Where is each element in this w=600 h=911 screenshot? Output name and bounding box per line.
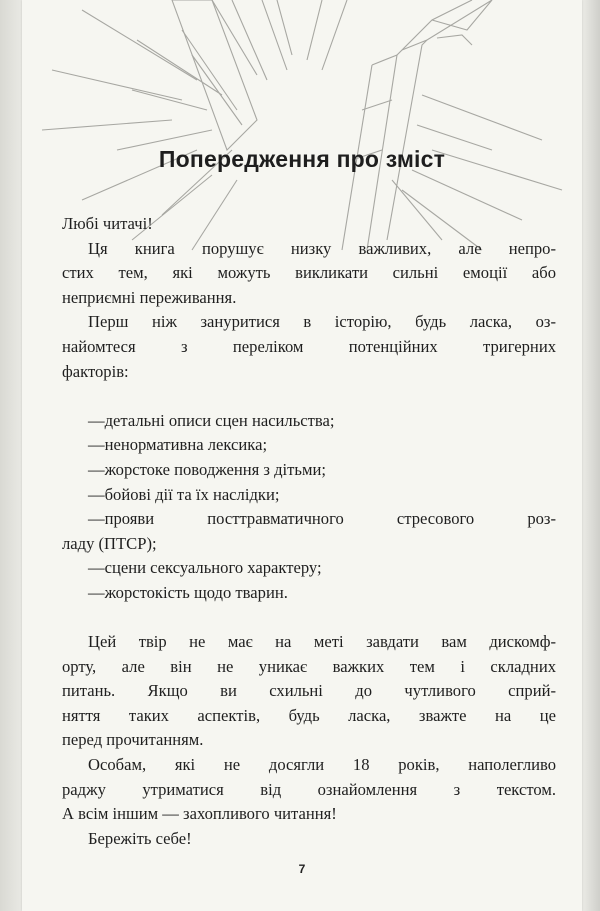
paragraph-line: перед прочитанням. <box>62 730 204 750</box>
list-item: —прояви посттравматичного стресового роз- <box>88 509 556 529</box>
content-body <box>62 212 556 851</box>
book-page <box>22 0 582 911</box>
page-edge <box>582 0 600 911</box>
paragraph-line: питань. Якщо ви схильні до чутливого сприй- <box>62 681 556 701</box>
paragraph-line: раджу утриматися від ознайомлення з текстом. <box>62 779 556 799</box>
paragraph-line: неприємні переживання. <box>62 287 237 307</box>
list-item: —ненормативна лексика; <box>88 435 268 455</box>
list-item: —жорстоке поводження з дітьми; <box>88 459 326 479</box>
page-number: 7 <box>298 862 306 876</box>
list-item: —жорстокість щодо тварин. <box>88 582 288 602</box>
trigger-list <box>62 409 556 606</box>
list-item: —бойові дії та їх наслідки; <box>88 484 280 504</box>
paragraph-line: няття таких аспектів, будь ласка, зважте на це <box>62 705 556 725</box>
page-title: Попередження про зміст <box>158 146 446 172</box>
paragraph-line: найомтеся з переліком потенційних тригерних <box>62 336 556 356</box>
spacer <box>62 384 556 409</box>
list-item: —детальні описи сцен насильства; <box>88 410 335 430</box>
paragraph-line: Ця книга порушує низку важливих, але непро- <box>88 238 556 258</box>
spine-shadow <box>0 0 22 911</box>
list-item-continued: ладу (ПТСР); <box>62 533 157 553</box>
paragraph-line: орту, але він не уникає важких тем і складних <box>62 656 556 676</box>
closing-line: Бережіть себе! <box>88 828 192 848</box>
list-item: —сцени сексуального характеру; <box>88 558 322 578</box>
paragraph-line: Цей твір не має на меті завдати вам дискомф- <box>88 632 556 652</box>
paragraph-line: А всім іншим — захопливого читання! <box>62 804 337 824</box>
greeting: Любі читачі! <box>62 214 153 233</box>
paragraph-line: факторів: <box>62 361 129 381</box>
paragraph-line: Особам, які не досягли 18 років, наполегливо <box>88 755 556 775</box>
paragraph-line: Перш ніж зануритися в історію, будь ласка, оз- <box>88 312 556 332</box>
spacer <box>62 606 556 631</box>
paragraph-line: стих тем, які можуть викликати сильні емоції або <box>62 263 556 283</box>
